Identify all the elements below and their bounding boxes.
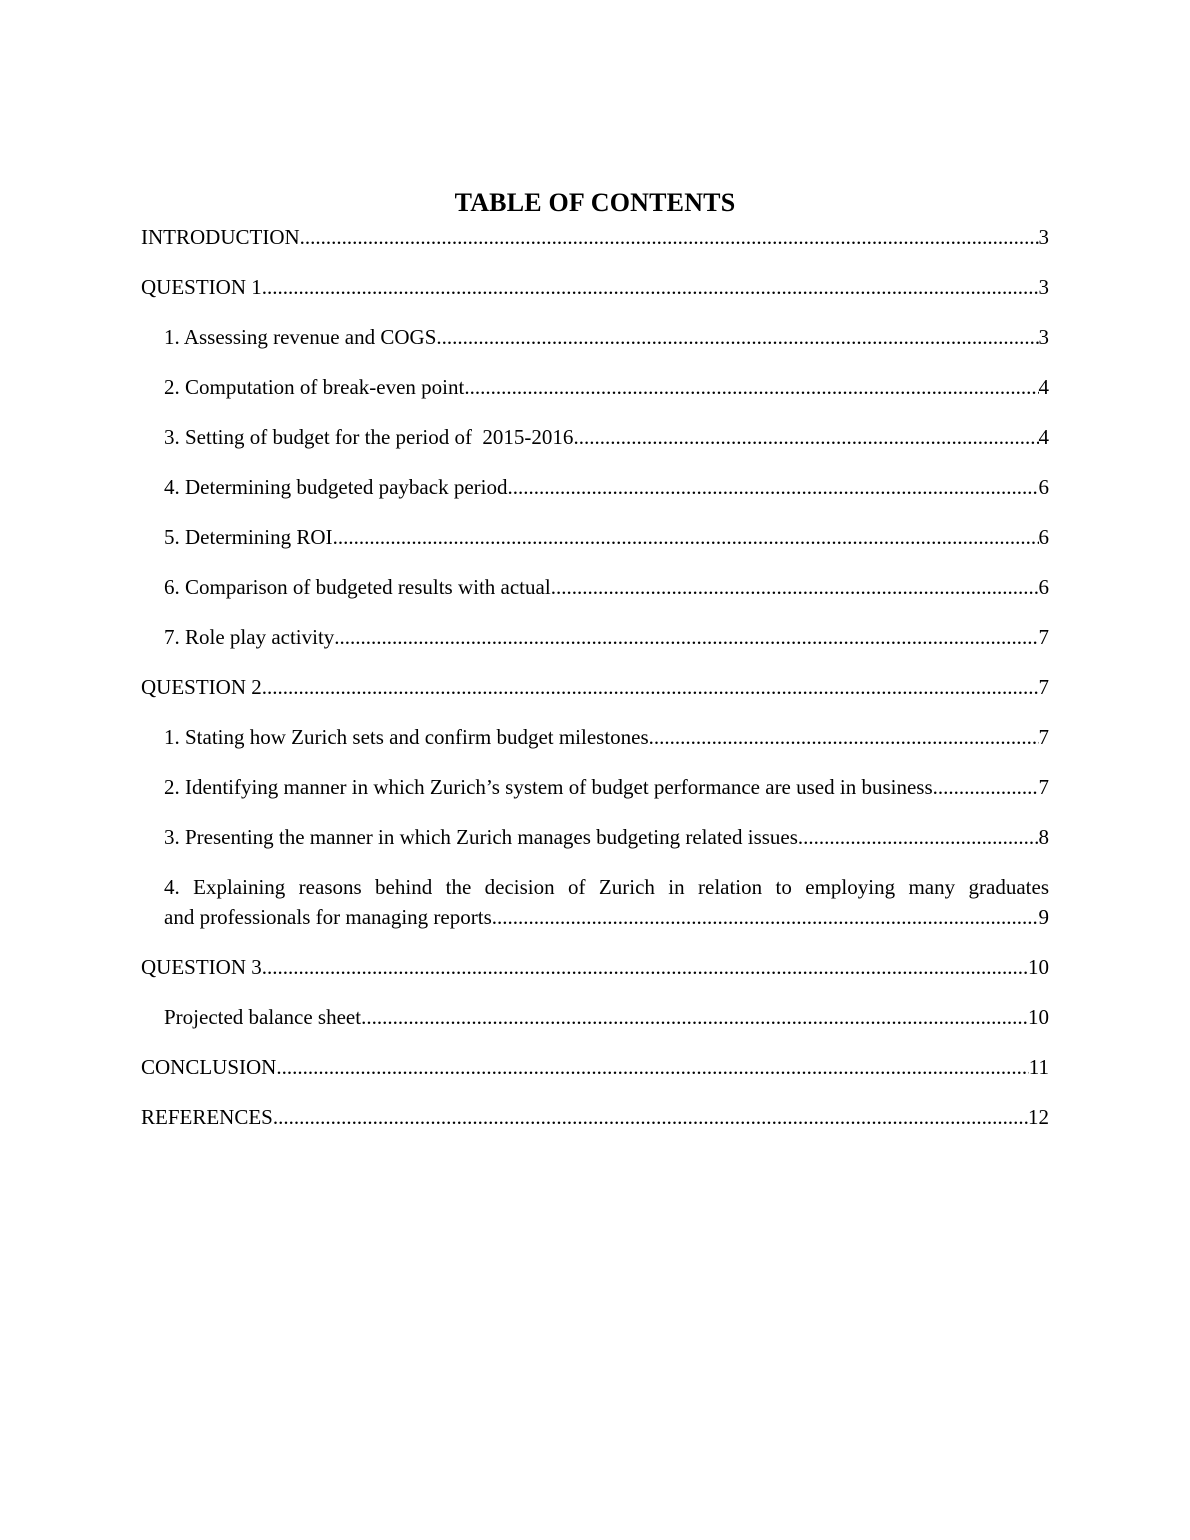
- toc-entry-page: 7: [1038, 775, 1049, 799]
- toc-entry-label: 2. Computation of break-even point: [164, 375, 465, 399]
- toc-entry-setting-budget[interactable]: [164, 422, 1049, 472]
- dot-leader: [492, 902, 1039, 932]
- toc-entry-page: 3: [1038, 225, 1049, 249]
- dot-leader: [573, 422, 1038, 452]
- toc-entry-roi[interactable]: [164, 522, 1049, 572]
- toc-entry-page: 12: [1028, 1105, 1049, 1129]
- dot-leader: [334, 622, 1038, 652]
- toc-entry-label: 2. Identifying manner in which Zurich’s system of budget performance are used in business: [164, 775, 933, 799]
- toc-entry-page: 6: [1038, 475, 1049, 499]
- toc-entry-label: Projected balance sheet: [164, 1005, 362, 1029]
- toc-entry-label: 1. Stating how Zurich sets and confirm budget milestones: [164, 725, 649, 749]
- toc-title: TABLE OF CONTENTS: [454, 188, 736, 217]
- toc-entry-question-3[interactable]: [141, 952, 1049, 1002]
- toc-entry-page: 6: [1038, 575, 1049, 599]
- toc-entry-page: 11: [1028, 1055, 1049, 1079]
- toc-entry-budget-milestones[interactable]: [164, 722, 1049, 772]
- dot-leader: [333, 522, 1039, 552]
- dot-leader: [464, 372, 1038, 402]
- toc-entry-employing-graduates[interactable]: [164, 872, 1049, 952]
- toc-entry-label: REFERENCES: [141, 1105, 273, 1129]
- dot-leader: [933, 772, 1039, 802]
- dot-leader: [262, 272, 1039, 302]
- toc-entry-label: QUESTION 3: [141, 955, 262, 979]
- toc-entry-label: 3. Presenting the manner in which Zurich manages budgeting related issues: [164, 825, 798, 849]
- toc-entry-label-line-2: and professionals for managing reports: [164, 905, 492, 929]
- toc-entry-page: 6: [1038, 525, 1049, 549]
- toc-entry-assessing-revenue[interactable]: [164, 322, 1049, 372]
- toc-entry-label-line-1: 4. Explaining reasons behind the decision of Zurich in relation to employing many graduates: [164, 875, 1049, 899]
- toc-entry-page: 4: [1038, 375, 1049, 399]
- dot-leader: [300, 222, 1039, 252]
- toc-entry-label: QUESTION 2: [141, 675, 262, 699]
- toc-entry-payback-period[interactable]: [164, 472, 1049, 522]
- dot-leader: [262, 672, 1039, 702]
- toc-entry-page: 7: [1038, 625, 1049, 649]
- toc-entry-question-2[interactable]: [141, 672, 1049, 722]
- toc-entry-label: 7. Role play activity: [164, 625, 335, 649]
- toc-entry-page: 7: [1038, 725, 1049, 749]
- toc-entry-label: 5. Determining ROI: [164, 525, 333, 549]
- toc-entry-label: 3. Setting of budget for the period of 2015-2016: [164, 425, 574, 449]
- toc-entry-role-play[interactable]: [164, 622, 1049, 672]
- dot-leader: [262, 952, 1028, 982]
- toc-entry-page: 4: [1038, 425, 1049, 449]
- dot-leader: [507, 472, 1038, 502]
- table-of-contents: [141, 222, 1049, 1152]
- toc-entry-label: QUESTION 1: [141, 275, 262, 299]
- toc-entry-label: 4. Determining budgeted payback period: [164, 475, 508, 499]
- toc-entry-introduction[interactable]: [141, 222, 1049, 272]
- toc-entry-page: 9: [1038, 905, 1049, 929]
- toc-entry-comparison[interactable]: [164, 572, 1049, 622]
- toc-entry-label: CONCLUSION: [141, 1055, 277, 1079]
- toc-entry-page: 8: [1038, 825, 1049, 849]
- toc-entry-budget-performance[interactable]: [164, 772, 1049, 822]
- dot-leader: [361, 1002, 1028, 1032]
- toc-entry-page: 10: [1028, 955, 1049, 979]
- dot-leader: [551, 572, 1039, 602]
- toc-entry-balance-sheet[interactable]: [164, 1002, 1049, 1052]
- dot-leader: [276, 1052, 1028, 1082]
- toc-entry-label: 1. Assessing revenue and COGS: [164, 325, 437, 349]
- toc-entry-budgeting-issues[interactable]: [164, 822, 1049, 872]
- dot-leader: [436, 322, 1038, 352]
- toc-entry-page: 7: [1038, 675, 1049, 699]
- dot-leader: [273, 1102, 1028, 1132]
- dot-leader: [649, 722, 1039, 752]
- toc-entry-references[interactable]: [141, 1102, 1049, 1152]
- toc-entry-break-even[interactable]: [164, 372, 1049, 422]
- toc-entry-question-1[interactable]: [141, 272, 1049, 322]
- toc-entry-page: 10: [1028, 1005, 1049, 1029]
- toc-entry-label: 6. Comparison of budgeted results with actual: [164, 575, 551, 599]
- toc-entry-page: 3: [1038, 275, 1049, 299]
- toc-entry-label: INTRODUCTION: [141, 225, 300, 249]
- toc-entry-page: 3: [1038, 325, 1049, 349]
- toc-entry-conclusion[interactable]: [141, 1052, 1049, 1102]
- dot-leader: [798, 822, 1039, 852]
